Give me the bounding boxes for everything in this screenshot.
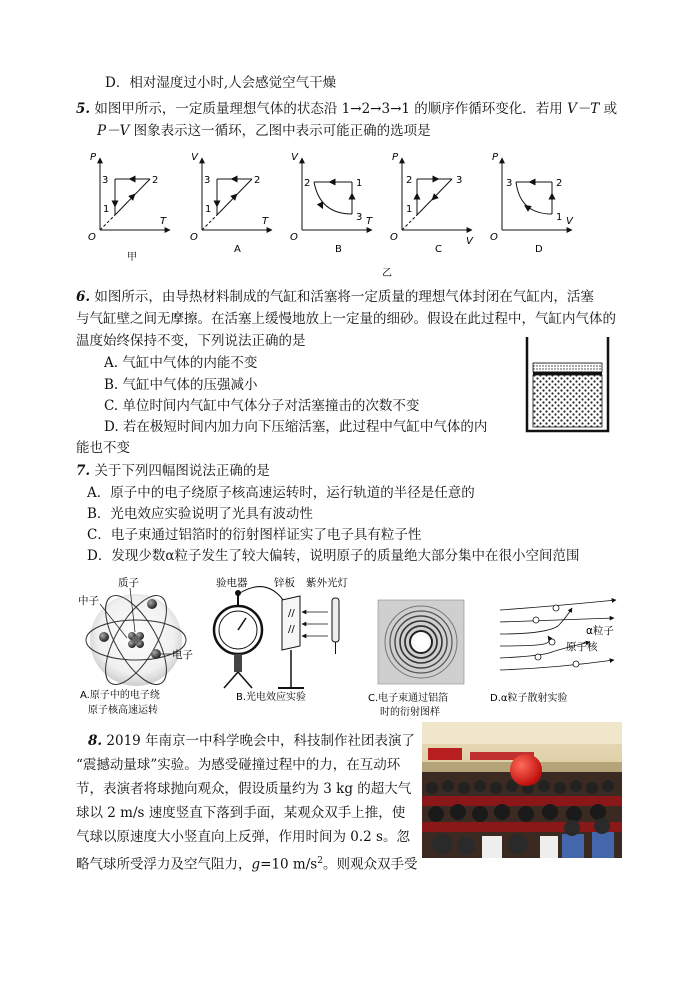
q8-photo (422, 722, 622, 858)
q8-line3: 节，表演者将球抛向观众，假设质量约为 3 kg 的超大气 (76, 781, 412, 797)
graph-d-p3: 3 (506, 178, 513, 189)
graph-a-x-axis: T (262, 216, 269, 227)
q8-line6-c: 。则观众双手受 (322, 856, 418, 873)
q6-number: 6. (76, 289, 91, 305)
q6-option-b: B. 气缸中气体的压强减小 (104, 377, 258, 393)
graph-c-p2: 2 (406, 175, 413, 186)
q6-cylinder-figure (524, 335, 614, 435)
electron-dot (151, 649, 161, 659)
q8-line1-text: 2019 年南京一中科学晚会中，科技制作社团表演了 (106, 733, 416, 749)
graph-jia-origin: O (88, 232, 96, 243)
graph-d-origin: O (490, 232, 498, 243)
q7-option-d: D．发现少数α粒子发生了较大偏转，说明原子的质量绝大部分集中在很小空间范围 (87, 548, 580, 564)
graph-c-origin: O (390, 232, 398, 243)
fig-c-caption2: 时的衍射图样 (380, 707, 440, 718)
q7-fig-diffraction (360, 596, 480, 720)
q8-line1 (88, 731, 415, 751)
q8-line6-b: =10 m/s (260, 856, 318, 873)
q8-line4: 球以 2 m/s 速度竖直下落到手面，某观众双手上推，使 (76, 805, 406, 821)
q6-stem-text1: 如图所示，由导热材料制成的气缸和活塞将一定质量的理想气体封闭在气缸内，活塞 (94, 289, 594, 305)
graphs-group-caption: 乙 (382, 268, 392, 279)
piston (533, 372, 602, 375)
q6-option-c: C. 单位时间内气缸中气体分子对活塞撞击的次数不变 (104, 398, 420, 414)
fig-c-caption1: C.电子束通过铝箔 (368, 693, 449, 704)
graph-b-caption: B (335, 244, 342, 255)
fig-d-caption: D.α粒子散射实验 (490, 693, 568, 704)
label-electron: 电子 (172, 649, 193, 661)
graph-a (190, 152, 272, 255)
graph-c-caption: C (435, 244, 442, 255)
fig-b-caption: B.光电效应实验 (236, 692, 307, 703)
graph-jia-p2: 2 (152, 175, 159, 186)
q5-stem-pv: P－V (97, 123, 130, 139)
graph-b-x-axis: T (366, 216, 373, 227)
q6-stem-line1 (76, 287, 594, 307)
graph-a-p3: 3 (204, 175, 211, 186)
q5-stem-vt: V－T (567, 101, 600, 117)
graph-a-y-axis: V (191, 152, 198, 163)
graph-c-p1: 1 (406, 204, 413, 215)
graph-jia-caption: 甲 (127, 252, 137, 263)
q8-line6-a: 略气球所受浮力及空气阻力， (76, 856, 252, 873)
svg-text://: // (288, 624, 295, 635)
graph-d-p2: 2 (556, 178, 563, 189)
q7-option-c: C．电子束通过铝箔时的衍射图样证实了电子具有粒子性 (87, 527, 422, 543)
q8-g-symbol: g (251, 856, 261, 873)
graph-jia-p3: 3 (102, 175, 109, 186)
sand-layer (533, 363, 602, 372)
graph-jia-p1: 1 (103, 204, 110, 215)
q7-option-a: A．原子中的电子绕原子核高速运转时，运行轨道的半径是任意的 (87, 485, 475, 501)
q6-option-d-line1: D. 若在极短时间内加力向下压缩活塞，此过程中气缸中气体的内 (104, 419, 488, 435)
graph-a-p2: 2 (254, 175, 261, 186)
graph-c (390, 152, 474, 255)
graph-a-origin: O (190, 232, 198, 243)
q6-option-d-line2: 能也不变 (76, 440, 130, 456)
graph-b-p3: 3 (356, 212, 363, 223)
graph-d-p1: 1 (556, 212, 563, 223)
q7-fig-atom (72, 572, 202, 720)
q4-option-d: D．相对湿度过小时,人会感觉空气干燥 (105, 75, 337, 91)
graph-jia (88, 152, 170, 263)
red-balloon (510, 754, 542, 786)
q5-stem-or: 或 (603, 101, 618, 117)
graph-b-p1: 1 (356, 178, 363, 189)
graph-b-origin: O (290, 232, 298, 243)
label-zinc-plate: 锌板 (274, 577, 295, 589)
q5-number: 5. (76, 101, 91, 117)
graph-d-x-axis: V (566, 216, 573, 227)
q8-line5: 气球以原速度大小竖直向上反弹，作用时间为 0.2 s。忽 (76, 829, 410, 845)
graph-b-y-axis: V (291, 152, 298, 163)
q6-option-a: A. 气缸中气体的内能不变 (104, 355, 258, 371)
graph-c-x-axis: V (466, 236, 473, 247)
q5-graphs-figure (80, 148, 580, 280)
label-alpha: α粒子 (586, 625, 614, 637)
graph-d (490, 152, 574, 255)
label-electroscope: 验电器 (216, 577, 248, 589)
q5-stem-text2: 图象表示这一循环，乙图中表示可能正确的选项是 (133, 123, 431, 139)
q7-fig-photoelectric (208, 572, 358, 707)
q6-stem-line2: 与气缸壁之间无摩擦。在活塞上缓慢地放上一定量的细砂。假设在此过程中，气缸内气体的 (76, 311, 616, 327)
q7-fig-alpha (486, 596, 646, 708)
graph-a-caption: A (234, 244, 241, 255)
q8-line6 (76, 851, 417, 875)
q8-line2: “震撼动量球”实验。为感受碰撞过程中的力，在互动环 (76, 757, 401, 773)
nucleus-dot (549, 639, 555, 645)
graph-c-y-axis: P (391, 152, 398, 163)
q8-number: 8. (88, 733, 103, 749)
q8-line6-sup: 2 (317, 856, 323, 866)
q6-stem-line3: 温度始终保持不变，下列说法正确的是 (76, 333, 306, 349)
graph-b-p2: 2 (304, 178, 311, 189)
graph-c-p3: 3 (456, 175, 463, 186)
q7-number: 7. (76, 463, 91, 479)
svg-text://: // (288, 608, 295, 619)
label-proton: 质子 (118, 577, 139, 589)
graph-d-y-axis: P (491, 152, 498, 163)
graph-jia-x-axis: T (160, 216, 167, 227)
fig-a-caption1: A.原子中的电子绕 (80, 690, 160, 701)
label-nucleus: 原子核 (566, 641, 598, 653)
label-uv-lamp: 紫外光灯 (306, 577, 348, 589)
graph-d-caption: D (535, 244, 543, 255)
graph-a-p1: 1 (205, 204, 212, 215)
label-neutron: 中子 (78, 595, 99, 607)
gas-region (533, 375, 602, 427)
q5-stem-text1: 如图甲所示，一定质量理想气体的状态沿 1→2→3→1 的顺序作循环变化．若用 (94, 101, 563, 117)
electron-dot (147, 599, 157, 609)
q7-option-b: B．光电效应实验说明了光具有波动性 (87, 506, 313, 522)
graph-jia-y-axis: P (89, 152, 96, 163)
q7-stem: 关于下列四幅图说法正确的是 (94, 463, 270, 479)
electron-dot (99, 632, 109, 642)
q7-stem-line (76, 461, 270, 481)
graph-b (290, 152, 373, 255)
q5-stem-line2 (97, 121, 431, 141)
q5-stem-line1 (76, 99, 617, 119)
fig-a-caption2: 原子核高速运转 (88, 705, 158, 716)
